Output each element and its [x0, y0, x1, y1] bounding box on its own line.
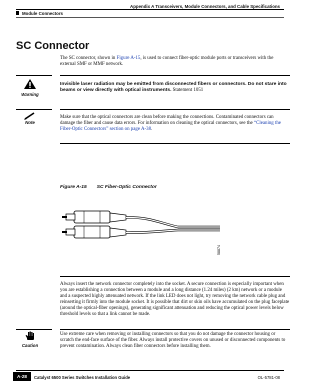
note-pencil-icon	[24, 112, 36, 120]
section-title: SC Connector	[16, 40, 90, 52]
caution-label: Caution	[21, 343, 39, 348]
insertion-paragraph: Always insert the network connector completely into the socket. A secure connection is especially important when you are establishing a connection between a module and a long distance (1.24 miles) (2 km) network or a module and a suspected highly attenuated network. If the link LED does not light, try removing the network cable plug and reinserting it firmly into the module socket. It is possible that dirt or skin oils have accumulated on the plug faceplate (around the optical-fiber openings), generating significant attenuation and reducing the optical power levels below threshold levels so that a link cannot be made.	[60, 282, 290, 318]
running-header-section: Module Connectors	[22, 11, 63, 16]
cleaning-section-link[interactable]: “Cleaning the Fiber-Optic Connectors” section on page A-38	[60, 121, 281, 133]
header-marker	[16, 11, 19, 15]
figure-link[interactable]: Figure A-15	[116, 56, 141, 61]
warning-label: Warning	[21, 92, 39, 97]
caution-text: Use extreme care when removing or installing connectors so that you do not damage the connector housing or scratch the end-face surface of the fiber. Always install protective covers on unused or disconnected components to prevent contamination. Always clean fiber connectors before installing them.	[60, 332, 286, 350]
warning-triangle-icon	[24, 79, 36, 89]
caution-rule-left	[16, 329, 52, 330]
intro-paragraph: The SC connector, shown in Figure A-15, is used to connect fiber-optic module ports or transceivers with the external SMF or MMF network.	[60, 56, 274, 68]
note-end-rule	[60, 143, 290, 144]
note-text: Make sure that the optical connectors are clean before making the connections. Contaminated connectors can damage the fiber and cause data errors. For information on cleaning the optical connectors, see the “Cleaning the Fiber-Optic Connectors” section on page A-38.	[60, 115, 281, 133]
figure-end-rule	[60, 276, 290, 277]
header-rule	[16, 9, 284, 10]
note-label: Note	[25, 120, 35, 125]
page-number: A-28	[13, 372, 31, 381]
running-header-chapter: Appendix A Transceivers, Module Connectors, and Cable Specifications	[130, 4, 280, 9]
warning-rule-left	[16, 75, 52, 76]
sc-connector-figure	[60, 193, 228, 273]
footer-rule	[16, 370, 284, 371]
figure-art-id: 58874	[217, 245, 221, 255]
warning-rule	[60, 75, 290, 76]
note-rule-left	[16, 109, 52, 110]
caution-rule	[60, 329, 290, 330]
note-rule	[60, 109, 290, 110]
footer-guide-title: Catalyst 6500 Series Switches Installation Guide	[34, 375, 131, 380]
caution-hand-icon	[25, 331, 35, 341]
warning-text: Invisible laser radiation may be emitted from disconnected fibers or connectors. Do not stare into beams or view directly with optical instruments. Statement 1051	[60, 82, 287, 94]
footer-doc-number: OL-5781-08	[257, 375, 280, 380]
figure-title: Figure A-15 SC Fiber-Optic Connector	[60, 185, 157, 190]
